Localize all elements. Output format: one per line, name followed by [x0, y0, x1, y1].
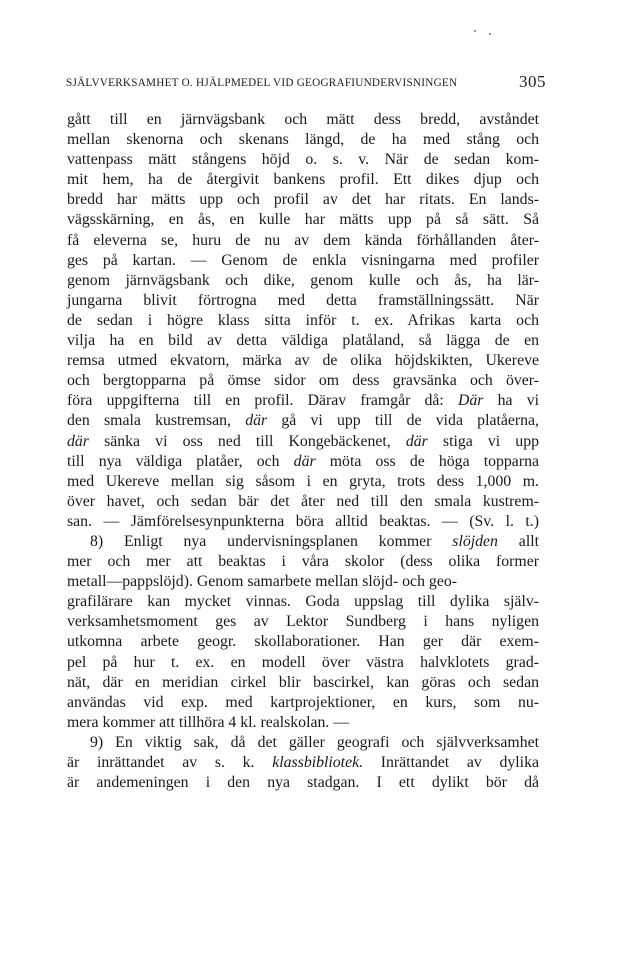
text-line — [67, 653, 539, 673]
text-run: 8) Enligt nya undervisningsplanen kommer — [90, 532, 453, 550]
italic-text: slöjden — [452, 532, 498, 550]
text-line — [67, 773, 539, 793]
text-run: metall—pappslöjd). Genom samarbete mellan slöjd- och geo- — [67, 573, 457, 591]
text-line — [67, 210, 539, 230]
text-run: de sedan i högre klass sitta inför t. ex. Afrikas karta och — [67, 311, 539, 329]
text-run: allt — [497, 532, 539, 550]
text-run: och bergtopparna på ömse sidor om dess gravsänka och över- — [67, 372, 539, 390]
text-run: över havet, och sedan bär det åter ned till den smala kustrem- — [67, 492, 539, 510]
text-line — [67, 713, 539, 733]
text-line — [67, 231, 539, 251]
text-run: mellan skenorna och skenans längd, de ha med stång och — [67, 131, 539, 149]
text-line — [67, 110, 539, 130]
text-run: bredd har mätts upp och profil av det har ritats. En lands- — [67, 191, 539, 209]
text-line — [67, 311, 539, 331]
text-run: vägsskärning, en ås, en kulle har mätts upp på så sätt. Så — [67, 211, 539, 229]
text-line — [67, 693, 539, 713]
text-run: verksamhetsmoment ges av Lektor Sundberg i hans nyligen — [67, 613, 539, 631]
running-head: SJÄLVVERKSAMHET O. HJÄLPMEDEL VID GEOGRAFIUNDERVISNINGEN — [66, 77, 458, 89]
text-run: Inrättandet av dylika — [363, 754, 539, 771]
text-run: utkomna arbete geogr. skollaborationer. Han ger där exem- — [67, 633, 539, 651]
text-run: gått till en järnvägsbank och mätt dess bredd, avståndet — [67, 111, 539, 128]
text-line — [67, 452, 539, 472]
text-run: få eleverna se, huru de nu av dem kända förhållanden åter- — [67, 231, 539, 249]
text-line — [67, 351, 539, 371]
text-line — [67, 733, 539, 753]
italic-text: Där — [457, 392, 484, 410]
text-line — [67, 432, 539, 452]
text-run: vattenpass mätt stångens höjd o. s. v. När de sedan kom- — [67, 151, 539, 169]
italic-text: där — [67, 432, 89, 450]
text-run: mer och mer att beaktas i våra skolor (dess olika former — [67, 553, 539, 571]
text-line — [67, 552, 539, 572]
text-line — [67, 251, 539, 271]
text-line — [67, 612, 539, 632]
text-run: möta oss de höga topparna — [315, 452, 539, 470]
text-run: remsa utmed ekvatorn, märka av de olika höjdskikten, Ukereve — [67, 352, 539, 370]
text-line — [67, 371, 539, 391]
text-line — [67, 492, 539, 512]
text-run: den smala kustremsan, — [67, 412, 246, 430]
text-run: till nya väldiga platåer, och — [67, 452, 294, 470]
italic-text: klassbibliotek. — [272, 754, 364, 771]
text-run: nät, där en meridian cirkel blir bascirkel, kan göras och sedan — [67, 673, 539, 691]
text-line — [67, 532, 539, 552]
page-header — [66, 74, 546, 94]
text-line — [67, 170, 539, 190]
text-run: jungarna blivit förtrogna med detta framställningssätt. När — [67, 291, 539, 309]
speck-mark — [474, 30, 476, 32]
text-run: stiga vi upp — [427, 432, 539, 450]
text-line — [67, 291, 539, 311]
text-run: pel på hur t. ex. en modell över västra halvklotets grad- — [67, 653, 539, 671]
text-line — [67, 572, 539, 592]
text-run: vilja ha en bild av detta väldiga platåland, så lägga de en — [67, 332, 539, 350]
text-run: föra uppgifterna till en profil. Därav framgår då: — [67, 392, 458, 410]
text-run: san. — Jämförelsesynpunkterna böra alltid beaktas. — (Sv. l. t.) — [67, 512, 539, 530]
text-line — [67, 411, 539, 431]
body-text — [67, 110, 539, 793]
page-number: 305 — [519, 72, 546, 91]
text-line — [67, 331, 539, 351]
text-line — [67, 130, 539, 150]
text-run: gå vi upp till de vida platåerna, — [267, 412, 539, 430]
text-run: sänka vi oss ned till Kongebäckenet, — [88, 432, 406, 450]
text-line — [67, 592, 539, 612]
text-line — [67, 632, 539, 652]
text-run: mit hem, ha de återgivit bankens profil. Ett dikes djup och — [67, 171, 539, 189]
text-run: mera kommer att tillhöra 4 kl. realskolan. — — [67, 713, 350, 731]
text-line — [67, 271, 539, 291]
text-run: ha vi — [483, 392, 539, 410]
text-line — [67, 673, 539, 693]
text-line — [67, 472, 539, 492]
text-run: ges på kartan. — Genom de enkla visningarna med profiler — [67, 251, 539, 269]
text-run: är andemeningen i den nya stadgan. I ett dylikt bör då — [67, 774, 539, 792]
text-line — [67, 753, 539, 773]
italic-text: där — [293, 452, 316, 470]
text-run: 9) En viktig sak, då det gäller geografi och självverksamhet — [90, 733, 539, 751]
italic-text: där — [245, 412, 268, 430]
text-run: användas vid exp. med kartprojektioner, en kurs, som nu- — [67, 693, 539, 711]
text-line — [67, 150, 539, 170]
speck-mark — [489, 33, 491, 35]
text-run: grafilärare kan mycket vinnas. Goda uppslag till dylika själv- — [67, 593, 539, 611]
italic-text: där — [405, 432, 428, 450]
text-run: genom järnvägsbank och dike, genom kulle och ås, ha lär- — [67, 271, 539, 289]
text-line — [67, 190, 539, 210]
text-line — [67, 391, 539, 411]
text-line — [67, 512, 539, 532]
text-run: med Ukereve mellan sig såsom i en gryta, trots dess 1,000 m. — [67, 472, 539, 490]
text-run: är inrättandet av s. k. — [67, 754, 273, 771]
